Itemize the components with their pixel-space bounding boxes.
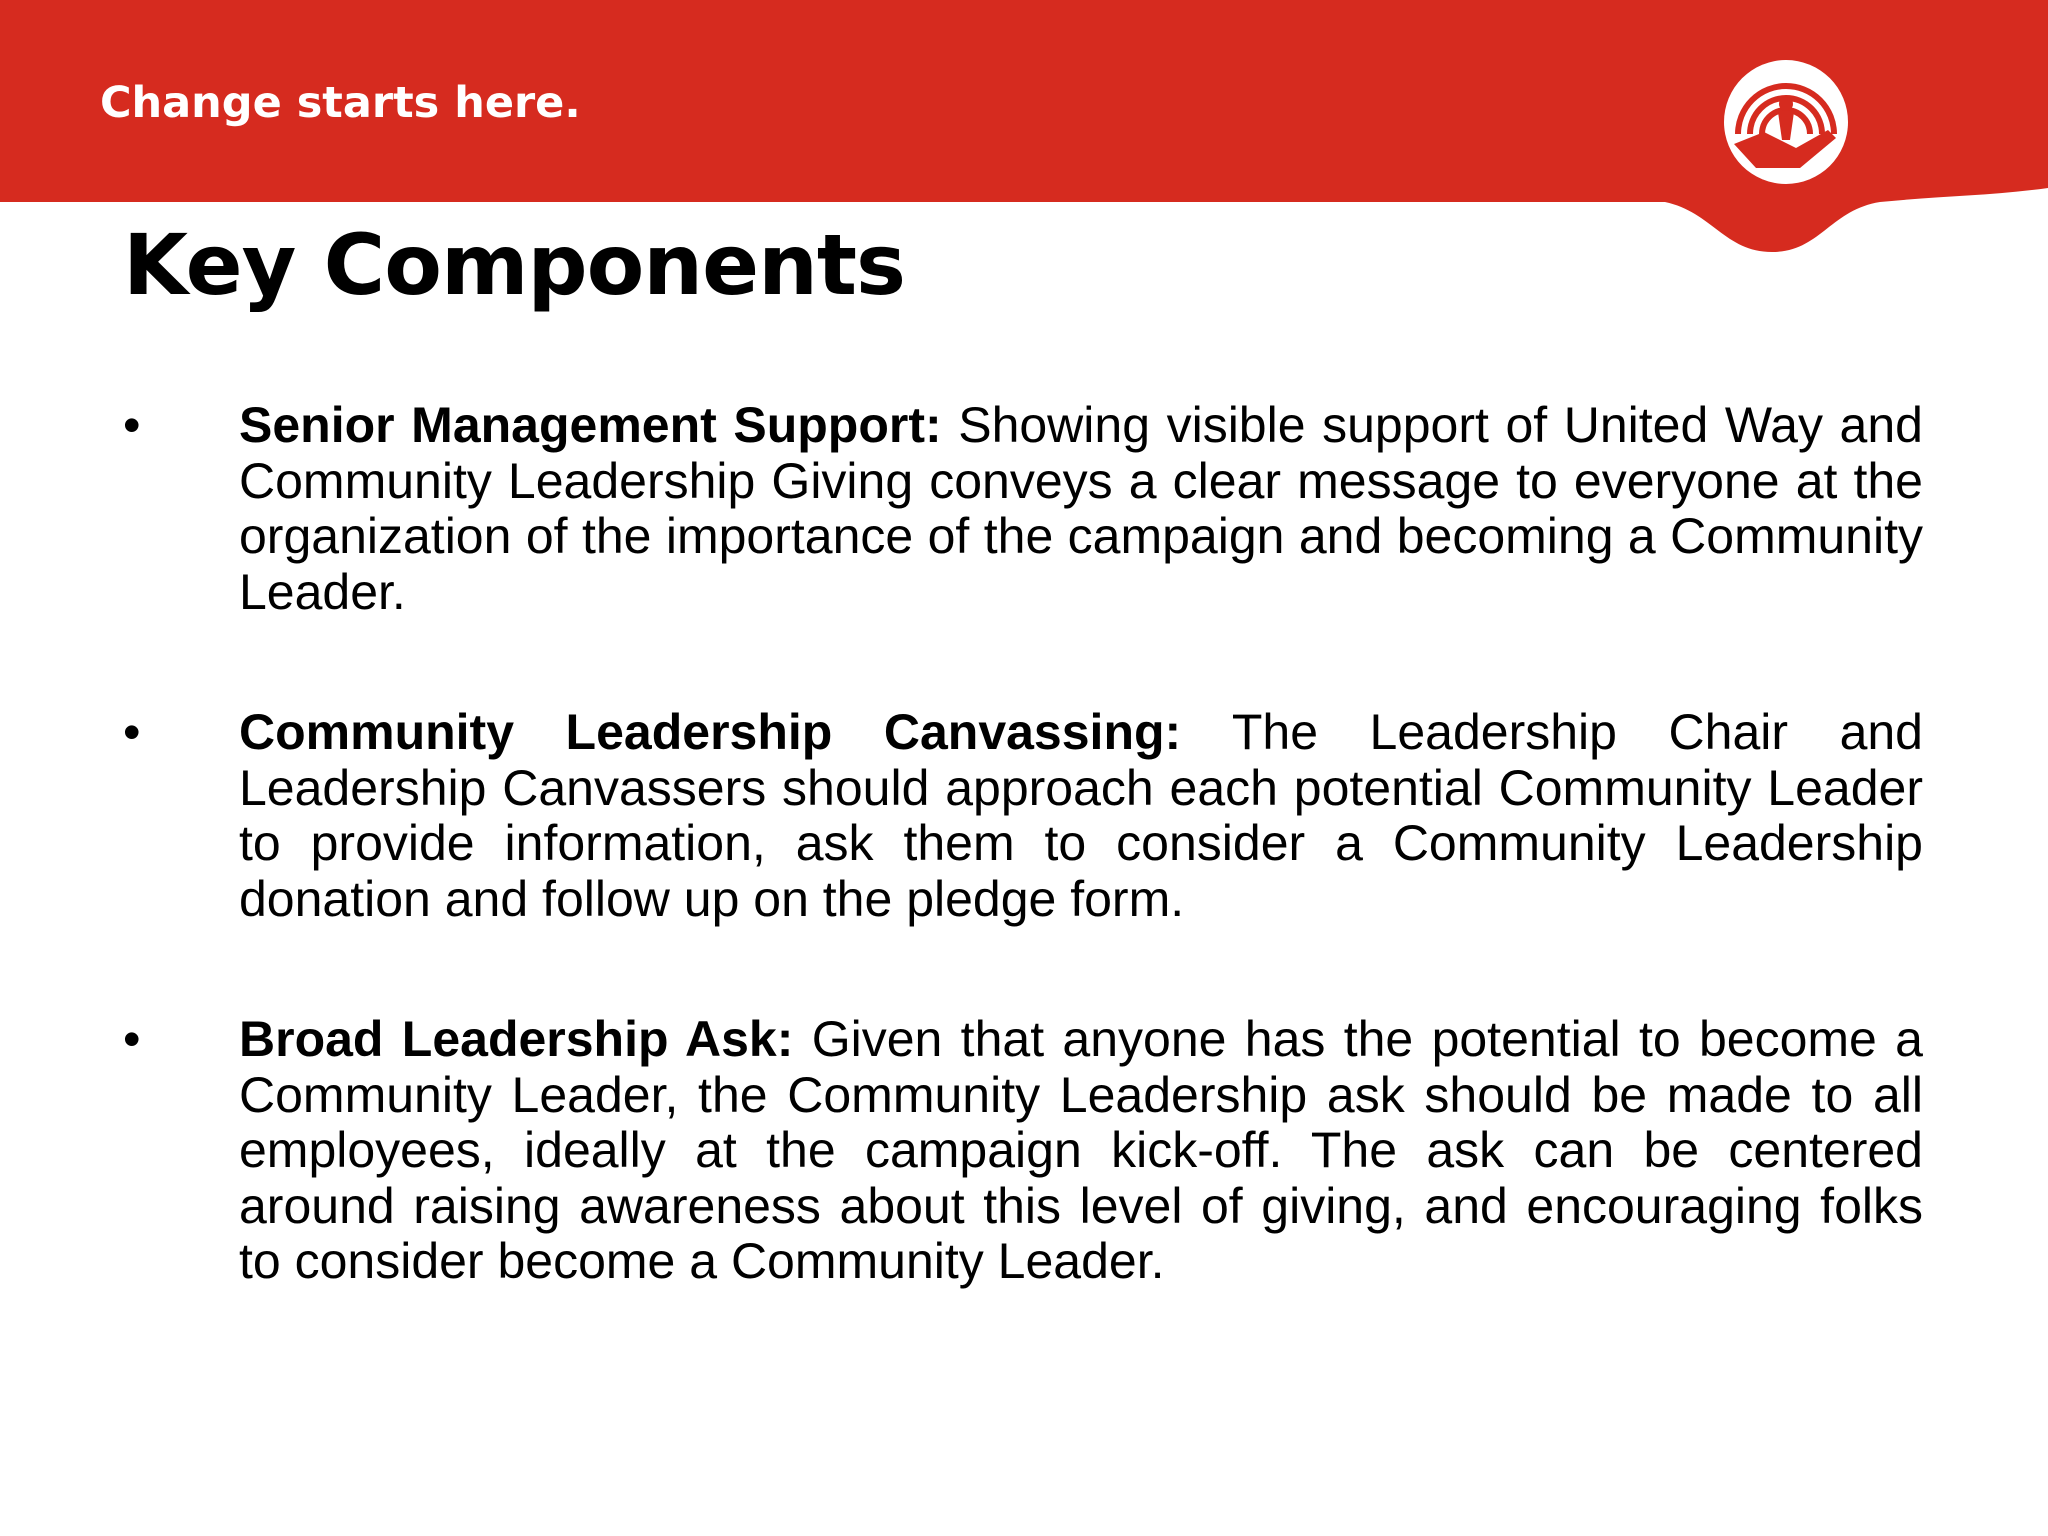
bullet-marker: • xyxy=(123,397,141,453)
banner-tagline: Change starts here. xyxy=(100,78,581,128)
bullet-body xyxy=(239,1012,1923,1290)
bullet-list xyxy=(123,398,1923,1375)
united-way-logo-icon xyxy=(1716,52,1856,192)
bullet-body xyxy=(239,705,1923,927)
slide-title: Key Components xyxy=(123,216,906,314)
bullet-heading: Broad Leadership Ask: xyxy=(239,1011,794,1067)
bullet-heading: Senior Management Support: xyxy=(239,397,942,453)
bullet-description: The Leadership Chair and Leadership Canvassers should approach each potential Community Leader to provide information, ask them to consider a Community Leadership donation and follow up on the pledge form. xyxy=(239,704,1923,927)
bullet-item xyxy=(123,1012,1923,1290)
bullet-item xyxy=(123,398,1923,620)
bullet-marker: • xyxy=(123,1011,141,1067)
bullet-marker: • xyxy=(123,704,141,760)
bullet-heading: Community Leadership Canvassing: xyxy=(239,704,1182,760)
bullet-description: Showing visible support of United Way and Community Leadership Giving conveys a clear message to everyone at the organization of the importance of the campaign and becoming a Community Leader. xyxy=(239,397,1923,620)
bullet-body xyxy=(239,398,1923,620)
bullet-item xyxy=(123,705,1923,927)
bullet-description: Given that anyone has the potential to become a Community Leader, the Community Leadership ask should be made to all employees, ideally at the campaign kick-off. The ask can be centered around raising awareness about this level of giving, and encouraging folks to consider become a Community Leader. xyxy=(239,1011,1923,1289)
